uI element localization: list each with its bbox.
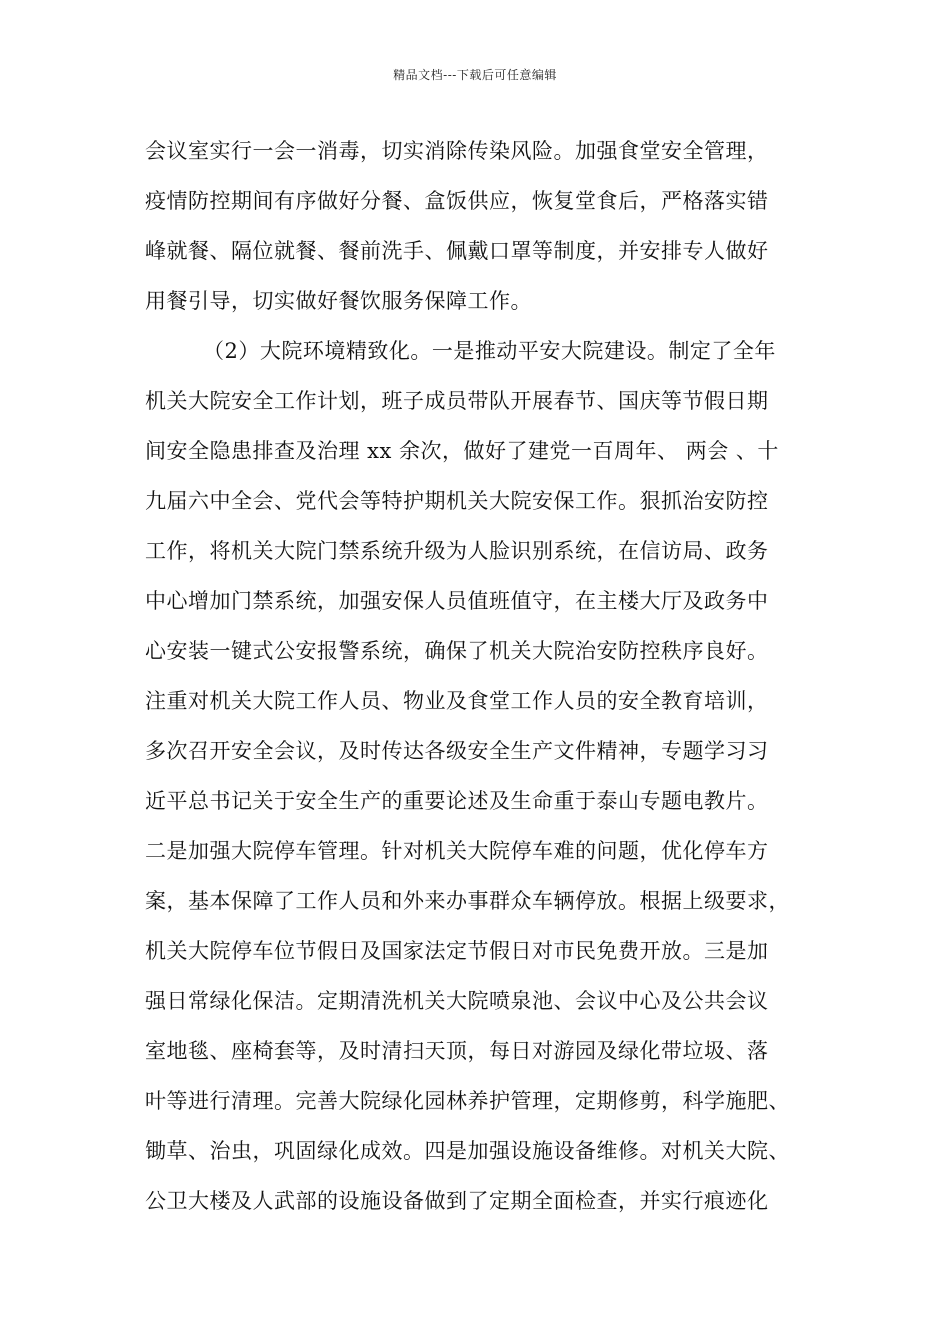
text-line: 机关大院安全工作计划，班子成员带队开展春节、国庆等节假日期 bbox=[145, 389, 769, 413]
text-line: 间安全隐患排查及治理 xx 余次，做好了建党一百周年、 两会 、十 bbox=[145, 439, 779, 463]
text-line: 锄草、治虫，巩固绿化成效。四是加强设施设备维修。对机关大院、 bbox=[145, 1139, 790, 1163]
page-header: 精品文档---下载后可任意编辑 bbox=[393, 68, 557, 82]
text-line: 室地毯、座椅套等，及时清扫天顶，每日对游园及绿化带垃圾、落 bbox=[145, 1039, 769, 1063]
text-line: 九届六中全会、党代会等特护期机关大院安保工作。狠抓治安防控 bbox=[145, 489, 769, 513]
text-line: 用餐引导，切实做好餐饮服务保障工作。 bbox=[145, 289, 532, 313]
text-line: 多次召开安全会议，及时传达各级安全生产文件精神，专题学习习 bbox=[145, 739, 769, 763]
paragraph-start-line: （2）大院环境精致化。一是推动平安大院建设。制定了全年 bbox=[203, 339, 776, 363]
document-body bbox=[145, 126, 805, 1226]
text-line: 强日常绿化保洁。定期清洗机关大院喷泉池、会议中心及公共会议 bbox=[145, 989, 769, 1013]
text-line: 公卫大楼及人武部的设施设备做到了定期全面检查，并实行痕迹化 bbox=[145, 1189, 769, 1213]
text-line: 中心增加门禁系统，加强安保人员值班值守，在主楼大厅及政务中 bbox=[145, 589, 769, 613]
text-line: 机关大院停车位节假日及国家法定节假日对市民免费开放。三是加 bbox=[145, 939, 769, 963]
text-line: 案，基本保障了工作人员和外来办事群众车辆停放。根据上级要求， bbox=[145, 889, 790, 913]
text-line: 心安装一键式公安报警系统，确保了机关大院治安防控秩序良好。 bbox=[145, 639, 769, 663]
text-line: 工作，将机关大院门禁系统升级为人脸识别系统，在信访局、政务 bbox=[145, 539, 769, 563]
text-line: 近平总书记关于安全生产的重要论述及生命重于泰山专题电教片。 bbox=[145, 789, 769, 813]
text-line: 峰就餐、隔位就餐、餐前洗手、佩戴口罩等制度，并安排专人做好 bbox=[145, 239, 769, 263]
text-line: 会议室实行一会一消毒，切实消除传染风险。加强食堂安全管理， bbox=[145, 139, 769, 163]
text-line: 注重对机关大院工作人员、物业及食堂工作人员的安全教育培训， bbox=[145, 689, 769, 713]
text-line: 二是加强大院停车管理。针对机关大院停车难的问题，优化停车方 bbox=[145, 839, 769, 863]
text-line: 叶等进行清理。完善大院绿化园林养护管理，定期修剪，科学施肥、 bbox=[145, 1089, 790, 1113]
text-line: 疫情防控期间有序做好分餐、盒饭供应，恢复堂食后，严格落实错 bbox=[145, 189, 769, 213]
